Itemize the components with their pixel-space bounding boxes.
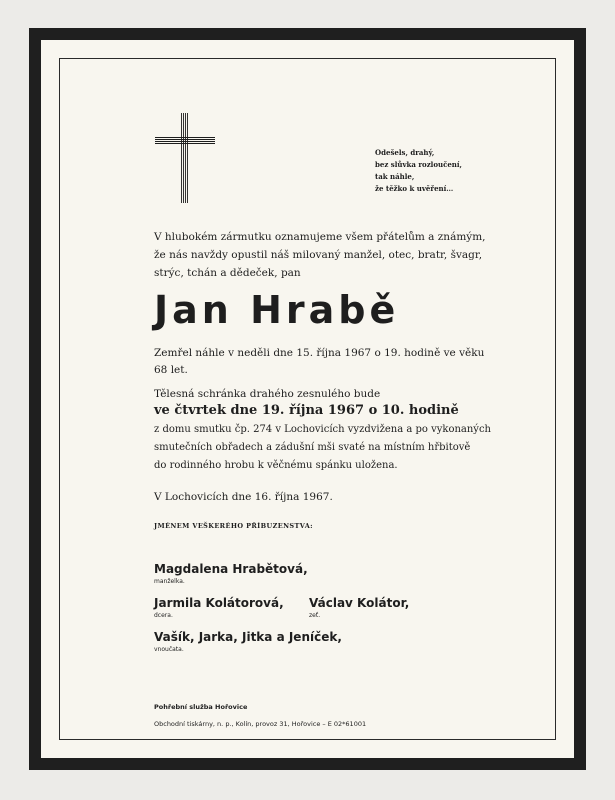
- mourner-name: Magdalena Hrabětová,: [154, 562, 308, 576]
- remains-line: Tělesná schránka drahého zesnulého bude: [154, 388, 381, 400]
- mourner-name: Vašík, Jarka, Jitka a Jeníček,: [154, 630, 342, 644]
- mourning-border: [29, 28, 586, 770]
- mourner-relation: manželka.: [154, 578, 185, 585]
- intro-line: že nás navždy opustil náš milovaný manžel, otec, bratr, švagr,: [154, 249, 483, 261]
- funeral-details-line: z domu smutku čp. 274 v Lochovicích vyzdvižena a po vykonaných: [154, 424, 492, 435]
- poem-verse: [375, 147, 462, 195]
- funeral-details-line: smutečních obřadech a zádušní mši svaté na místním hřbitově: [154, 442, 471, 453]
- death-notice-line: Zemřel náhle v neděli dne 15. října 1967 o 19. hodině ve věku: [154, 347, 485, 359]
- place-date: V Lochovicích dne 16. října 1967.: [154, 491, 333, 503]
- notice-paper: [41, 40, 574, 758]
- intro-line: strýc, tchán a dědeček, pan: [154, 267, 301, 279]
- poem-line: bez slůvka rozloučení,: [375, 160, 462, 169]
- mourner-relation: zeť.: [309, 612, 321, 619]
- funeral-details: [154, 421, 491, 475]
- death-notice: [154, 345, 484, 379]
- funeral-date: ve čtvrtek dne 19. října 1967 o 10. hodině: [154, 403, 459, 418]
- cross-icon: [155, 113, 215, 203]
- printer-credit: Obchodní tiskárny, n. p., Kolín, provoz 31, Hořovice – E 02*61001: [154, 720, 367, 728]
- poem-line: Odešels, drahý,: [375, 148, 435, 157]
- funeral-details-line: do rodinného hrobu k věčnému spánku uložena.: [154, 460, 398, 471]
- mourner-name: Václav Kolátor,: [309, 596, 410, 610]
- family-header: JMÉNEM VEŠKERÉHO PŘÍBUZENSTVA:: [154, 522, 313, 530]
- mourner-relation: dcera.: [154, 612, 173, 619]
- poem-line: že těžko k uvěření…: [375, 184, 454, 193]
- mourner-entry: [154, 562, 308, 586]
- mourner-entry: [154, 596, 284, 620]
- mourner-entry: [154, 630, 342, 654]
- death-notice-line: 68 let.: [154, 364, 188, 376]
- deceased-name: Jan Hrabě: [154, 288, 400, 332]
- intro-paragraph: [154, 228, 486, 282]
- mourner-relation: vnoučata.: [154, 646, 184, 653]
- poem-line: tak náhle,: [375, 172, 415, 181]
- intro-line: V hlubokém zármutku oznamujeme všem přátelům a známým,: [154, 231, 486, 243]
- funeral-service-credit: Pohřební služba Hořovice: [154, 703, 248, 711]
- mourner-entry: [309, 596, 409, 620]
- mourner-name: Jarmila Kolátorová,: [154, 596, 284, 610]
